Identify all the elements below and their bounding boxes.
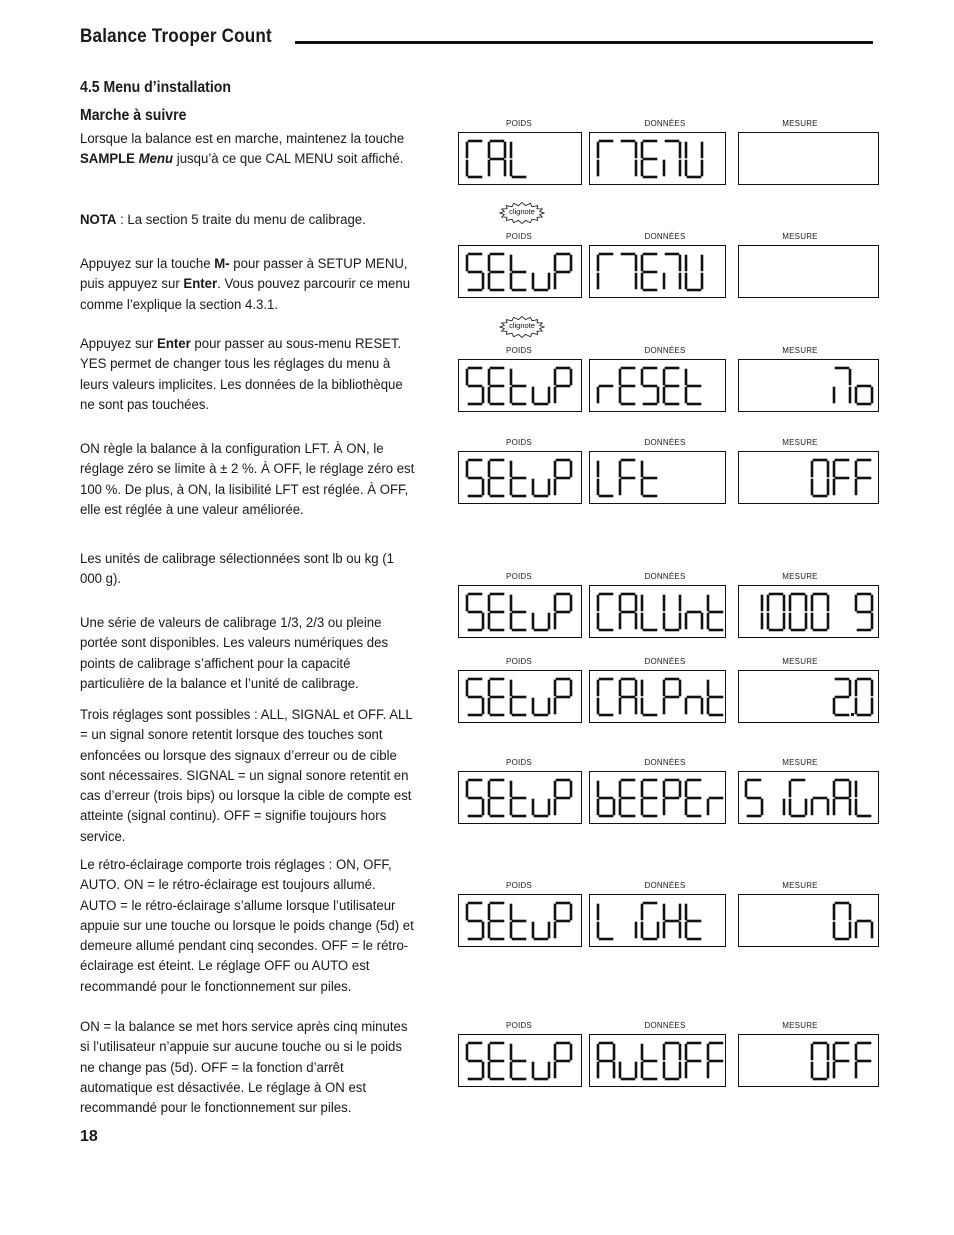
- lcd-readout: [459, 1035, 582, 1087]
- lcd-readout: [739, 452, 879, 504]
- lcd-display-poids: [458, 771, 582, 824]
- lcd-readout: [739, 133, 879, 185]
- lcd-display-mesure: [738, 771, 879, 824]
- lcd-readout: [739, 586, 879, 638]
- page-number: 18: [80, 1128, 98, 1145]
- lcd-display-donnees: [589, 1034, 726, 1087]
- lcd-display-poids: [458, 451, 582, 504]
- paragraph-autoff: ON = la balance se met hors service après cinq minutes si l’utilisateur n’appuie sur aucune touche ou si le poids ne change pas (5d). OFF = la fonction d’arrêt automatique est désactivée. Le réglage à ON est recommandé pour le fonctionnement sur piles.: [80, 1019, 408, 1117]
- lcd-readout: [590, 586, 726, 638]
- lcd-display-mesure: [738, 894, 879, 947]
- lcd-readout: [739, 772, 879, 824]
- lcd-readout: [739, 360, 879, 412]
- paragraph-setup-menu: [80, 254, 415, 315]
- display-label-poids: POIDS: [506, 657, 532, 666]
- lcd-readout: [459, 246, 582, 298]
- lcd-display-donnees: [589, 894, 726, 947]
- lcd-readout: [459, 772, 582, 824]
- paragraph-lft: ON règle la balance à la configuration LFT. À ON, le réglage zéro se limite à ± 2 %. À OFF, le réglage zéro est 100 %. De plus, à ON, la lisibilité LFT est réglée. À OFF, elle est réglée à une valeur améliorée.: [80, 441, 415, 518]
- text: pour passer à SETUP MENU, puis appuyez sur: [80, 256, 408, 293]
- lcd-readout: [590, 360, 726, 412]
- lcd-display-mesure: [738, 670, 879, 723]
- lcd-readout: [739, 895, 879, 947]
- lcd-readout: [739, 1035, 879, 1087]
- lcd-readout: [739, 671, 879, 723]
- header-title: Balance Trooper Count: [80, 26, 272, 47]
- display-label-donnees: DONNÉES: [644, 232, 686, 241]
- lcd-readout: [459, 895, 582, 947]
- paragraph-beeper: Trois réglages sont possibles : ALL, SIGNAL et OFF. ALL = un signal sonore retentit lorsque des touches sont enfoncées ou lorsque des signaux d’erreur ou de cible sont nécessaires. SIGNAL = un signal sonore retentit en cas d’erreur (trois bips) ou lorsque la cible de compte est atteinte (signal continu). OFF = signifie toujours hors service.: [80, 707, 413, 845]
- paragraph-light: Le rétro-éclairage comporte trois réglages : ON, OFF, AUTO. ON = le rétro-éclairage est toujours allumé. AUTO = le rétro-éclairage s’allume lorsque l’utilisateur appuie sur une touche ou lorsque le poids change (5d) et demeure allumé pendant cinq secondes. OFF = le rétro-éclairage est éteint. Le réglage OFF ou AUTO est recommandé pour le fonctionnement sur piles.: [80, 857, 414, 995]
- lcd-display-poids: [458, 894, 582, 947]
- display-label-mesure: MESURE: [782, 1021, 818, 1030]
- display-label-poids: POIDS: [506, 1021, 532, 1030]
- lcd-readout: [739, 246, 879, 298]
- blink-indicator: [499, 316, 545, 338]
- key-enter: Enter: [183, 276, 218, 293]
- display-label-mesure: MESURE: [782, 232, 818, 241]
- display-label-mesure: MESURE: [782, 881, 818, 890]
- key-sample: SAMPLE: [80, 151, 135, 168]
- lcd-readout: [459, 452, 582, 504]
- display-label-mesure: MESURE: [782, 438, 818, 447]
- lcd-display-mesure: [738, 359, 879, 412]
- display-label-donnees: DONNÉES: [644, 758, 686, 767]
- lcd-readout: [590, 246, 726, 298]
- lcd-display-poids: [458, 245, 582, 298]
- text: jusqu’à ce que CAL MENU soit affiché.: [173, 151, 404, 168]
- blink-label: clignote: [509, 207, 535, 216]
- display-label-donnees: DONNÉES: [644, 438, 686, 447]
- display-label-mesure: MESURE: [782, 758, 818, 767]
- lcd-readout: [590, 772, 726, 824]
- lcd-display-donnees: [589, 245, 726, 298]
- lcd-display-donnees: [589, 585, 726, 638]
- lcd-display-donnees: [589, 451, 726, 504]
- display-label-poids: POIDS: [506, 346, 532, 355]
- display-label-poids: POIDS: [506, 232, 532, 241]
- lcd-display-mesure: [738, 585, 879, 638]
- text: pour passer au sous-menu RESET. YES permet de changer tous les réglages du menu à leurs valeurs implicites. Les données de la bibliothèque ne sont pas touchées.: [80, 336, 403, 413]
- display-label-poids: POIDS: [506, 572, 532, 581]
- display-label-donnees: DONNÉES: [644, 119, 686, 128]
- lcd-display-donnees: [589, 670, 726, 723]
- lcd-readout: [590, 895, 726, 947]
- section-title: 4.5 Menu d’installation: [80, 79, 231, 96]
- lcd-display-poids: [458, 359, 582, 412]
- paragraph-calunt: Les unités de calibrage sélectionnées sont lb ou kg (1 000 g).: [80, 551, 394, 588]
- text: : La section 5 traite du menu de calibrage.: [116, 212, 366, 228]
- display-label-poids: POIDS: [506, 438, 532, 447]
- key-menu: Menu: [138, 151, 174, 168]
- lcd-readout: [590, 1035, 726, 1087]
- lcd-readout: [459, 586, 582, 638]
- lcd-readout: [590, 452, 726, 504]
- display-label-donnees: DONNÉES: [644, 346, 686, 355]
- display-label-donnees: DONNÉES: [644, 881, 686, 890]
- lcd-readout: [459, 360, 582, 412]
- lcd-display-mesure: [738, 1034, 879, 1087]
- display-label-poids: POIDS: [506, 119, 532, 128]
- display-label-mesure: MESURE: [782, 346, 818, 355]
- display-label-poids: POIDS: [506, 881, 532, 890]
- lcd-decimal-point: [851, 713, 854, 716]
- lcd-display-poids: [458, 1034, 582, 1087]
- display-label-mesure: MESURE: [782, 572, 818, 581]
- lcd-readout: [590, 671, 726, 723]
- lcd-display-poids: [458, 670, 582, 723]
- lcd-display-donnees: [589, 359, 726, 412]
- blink-indicator: [499, 202, 545, 224]
- display-label-donnees: DONNÉES: [644, 657, 686, 666]
- lcd-display-donnees: [589, 771, 726, 824]
- display-label-mesure: MESURE: [782, 119, 818, 128]
- header-rule: [295, 41, 873, 44]
- key-m-minus: M-: [214, 256, 230, 272]
- lcd-display-poids: [458, 585, 582, 638]
- lcd-display-mesure: [738, 245, 879, 298]
- text: Appuyez sur: [80, 336, 158, 352]
- lcd-readout: [459, 671, 582, 723]
- lcd-readout: [459, 133, 582, 185]
- lcd-display-mesure: [738, 132, 879, 185]
- paragraph-nota: [80, 210, 415, 230]
- page-header: [80, 26, 873, 48]
- display-label-mesure: MESURE: [782, 657, 818, 666]
- blink-label: clignote: [509, 321, 535, 330]
- paragraph-calpnt: Une série de valeurs de calibrage 1/3, 2/3 ou pleine portée sont disponibles. Les valeurs numériques des points de calibrage s’affichent pour la capacité particulière de la balance et l’unité de calibrage.: [80, 615, 389, 692]
- display-label-donnees: DONNÉES: [644, 1021, 686, 1030]
- paragraph-intro: [80, 129, 415, 170]
- lcd-display-poids: [458, 132, 582, 185]
- lcd-display-mesure: [738, 451, 879, 504]
- display-label-donnees: DONNÉES: [644, 572, 686, 581]
- lcd-readout: [590, 133, 726, 185]
- text: Lorsque la balance est en marche, maintenez la touche: [80, 131, 405, 147]
- nota-label: NOTA: [80, 212, 117, 228]
- text: Appuyez sur la touche: [80, 256, 215, 272]
- display-label-poids: POIDS: [506, 758, 532, 767]
- section-subtitle: Marche à suivre: [80, 107, 187, 124]
- key-enter: Enter: [157, 336, 191, 352]
- text: . Vous pouvez parcourir ce menu comme l’explique la section 4.3.1.: [80, 276, 411, 313]
- lcd-display-donnees: [589, 132, 726, 185]
- paragraph-reset: [80, 334, 415, 415]
